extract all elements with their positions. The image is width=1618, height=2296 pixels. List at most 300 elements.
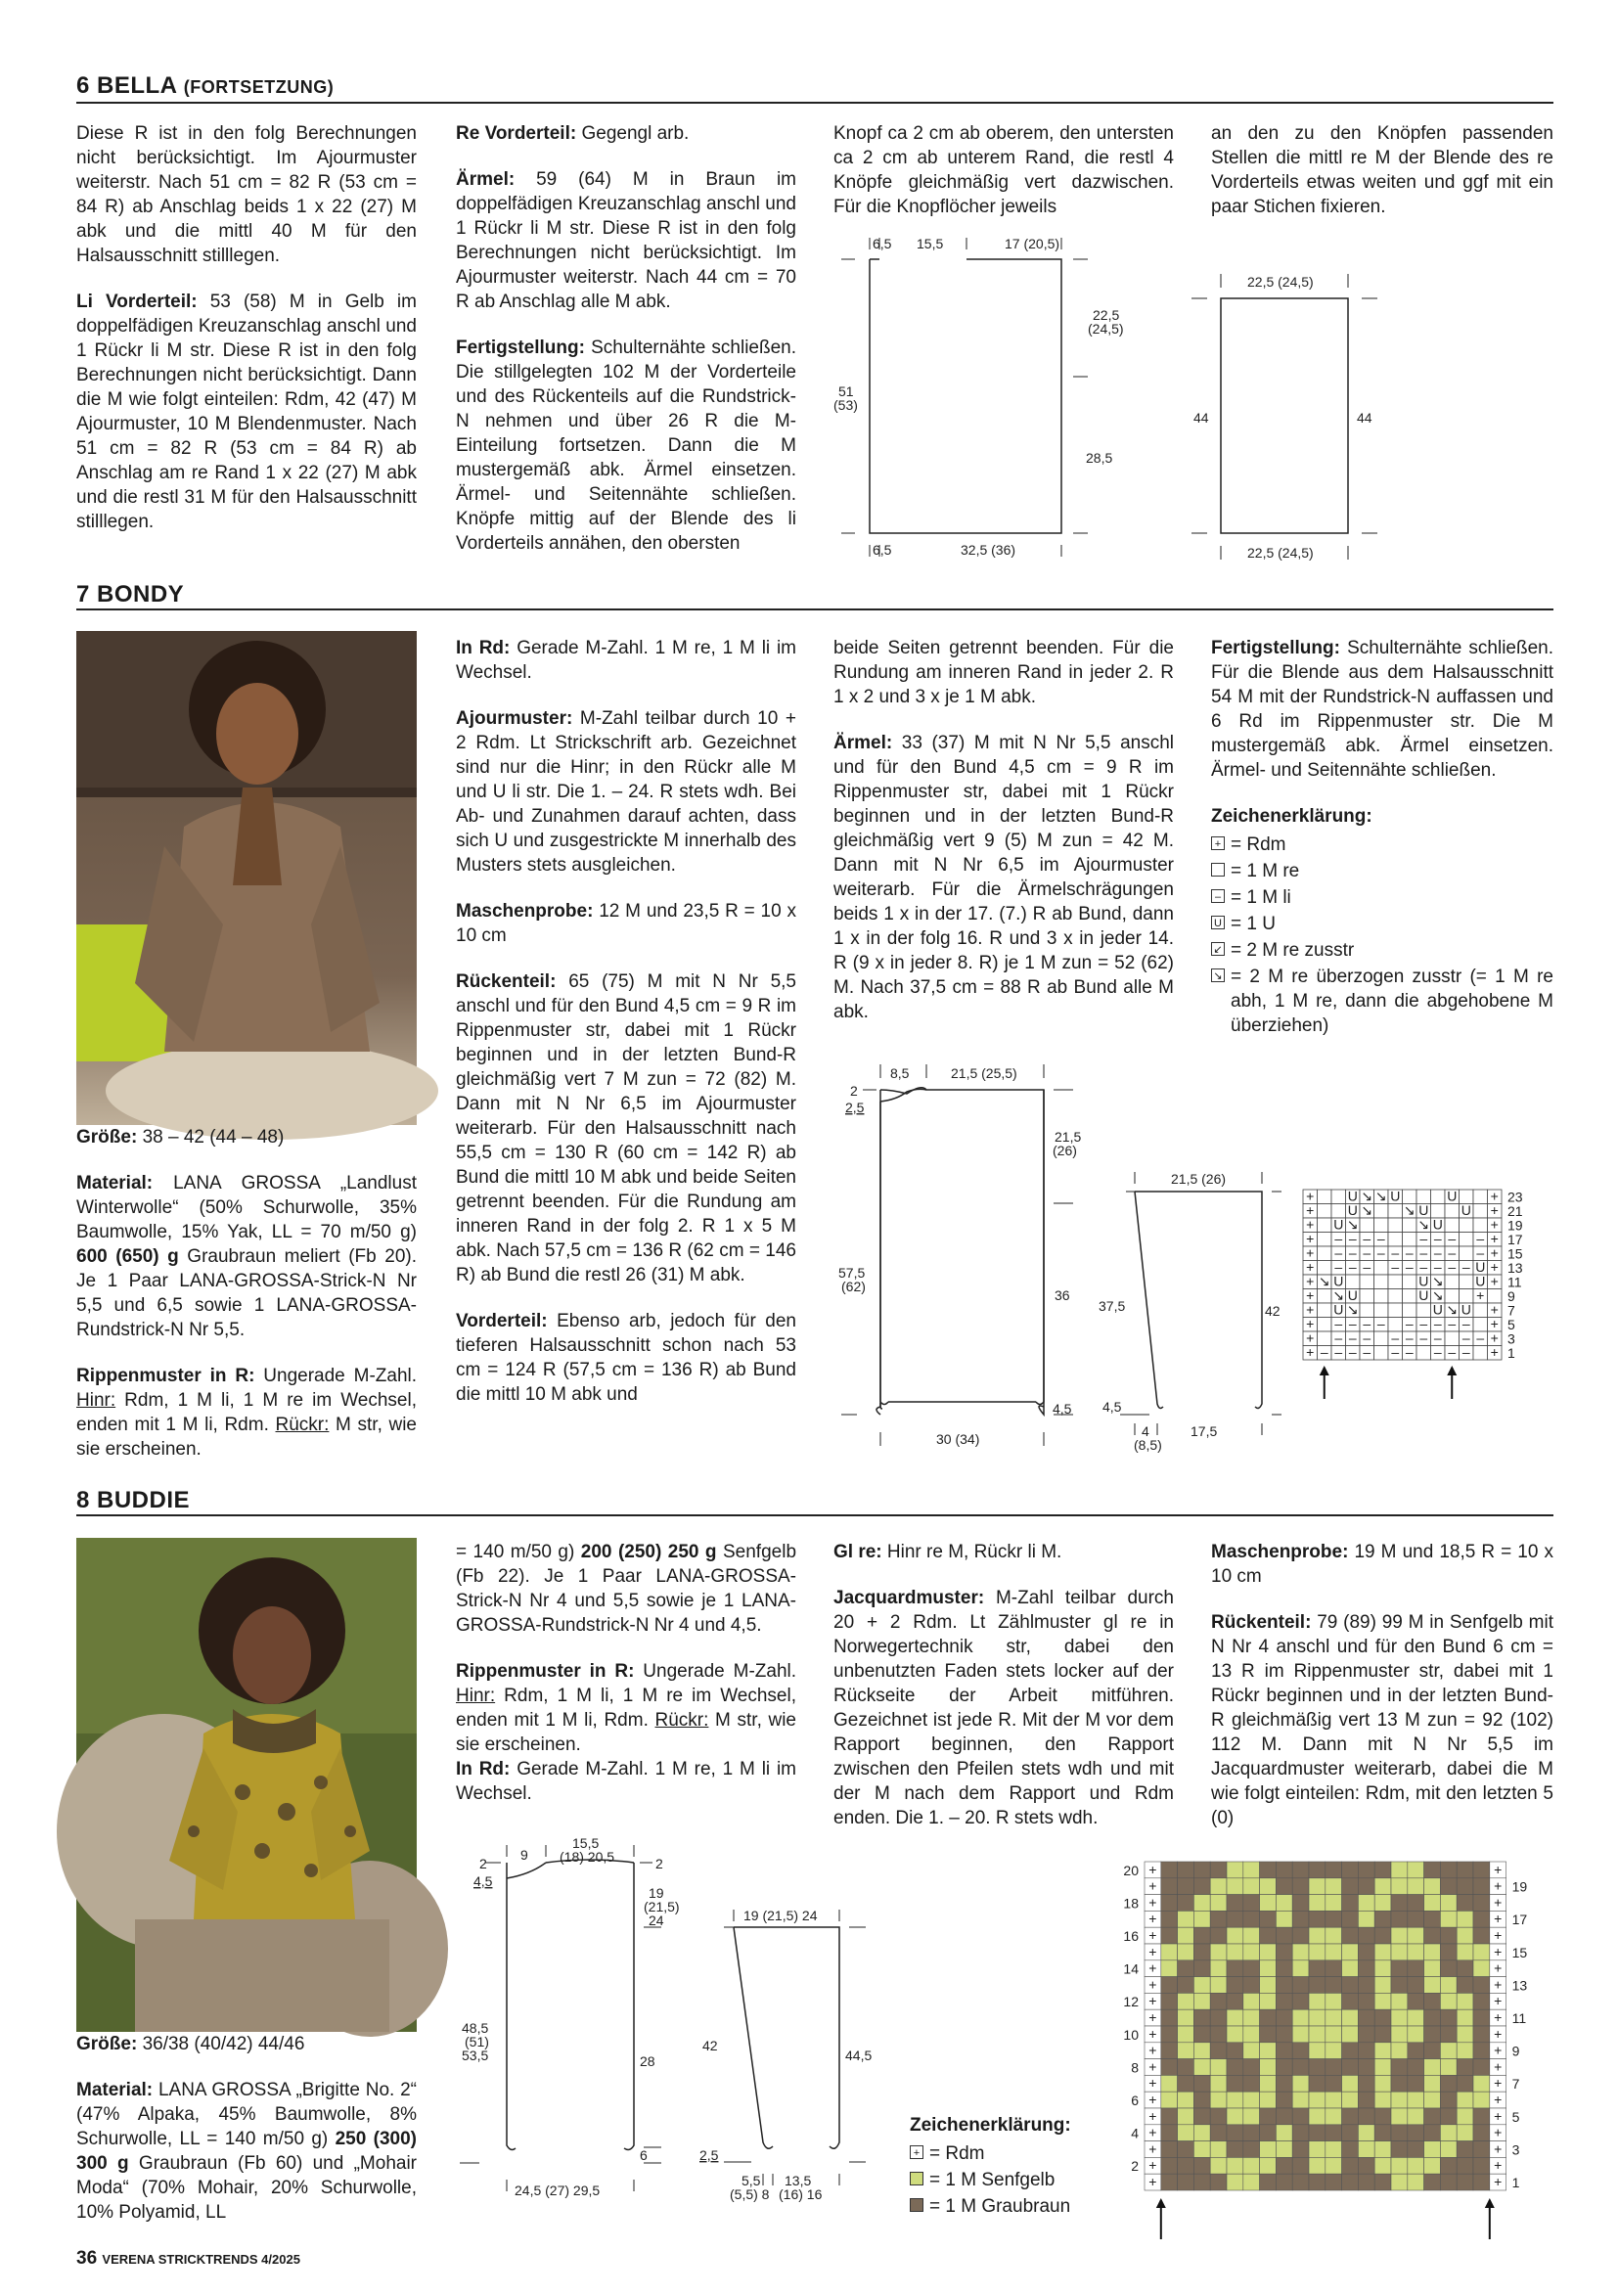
jacquard-cell xyxy=(1424,1993,1441,2009)
edge-stitch-symbol: + xyxy=(1494,1877,1503,1894)
dim-label: 30 (34) xyxy=(936,1431,980,1447)
chart-row-label: 11 xyxy=(1507,1274,1522,1290)
jacquard-cell xyxy=(1374,2009,1391,2026)
jacquard-cell xyxy=(1309,2075,1326,2092)
chart-symbol: + xyxy=(1490,1216,1499,1233)
chart-symbol: – xyxy=(1376,1231,1385,1246)
jacquard-cell xyxy=(1440,1927,1457,1944)
jacquard-cell xyxy=(1276,2174,1292,2190)
jacquard-cell xyxy=(1342,2174,1359,2190)
chart-cell xyxy=(1318,1318,1332,1332)
jacquard-cell xyxy=(1292,2125,1309,2141)
jacquard-cell xyxy=(1243,2059,1260,2076)
jacquard-cell xyxy=(1457,2059,1473,2076)
jacquard-cell xyxy=(1440,1977,1457,1994)
jacquard-cell xyxy=(1210,2108,1227,2125)
chart-symbol: U xyxy=(1347,1287,1358,1303)
jacquard-cell xyxy=(1440,1911,1457,1927)
bondy-title: 7 BONDY xyxy=(76,581,185,608)
jacquard-cell xyxy=(1193,2157,1210,2174)
jacquard-cell xyxy=(1457,1878,1473,1895)
jacquard-cell xyxy=(1243,2075,1260,2092)
jacquard-cell xyxy=(1210,2026,1227,2043)
jacquard-cell xyxy=(1309,1977,1326,1994)
chart-symbol: + xyxy=(1306,1244,1315,1261)
jacquard-cell xyxy=(1374,2075,1391,2092)
edge-stitch-symbol: + xyxy=(1148,1959,1157,1976)
jacquard-cell xyxy=(1391,1977,1408,1994)
jacquard-cell xyxy=(1326,2141,1342,2158)
jacquard-cell xyxy=(1424,1878,1441,1895)
legend-item xyxy=(1211,833,1553,857)
jacquard-cell xyxy=(1210,2075,1227,2092)
jacquard-cell xyxy=(1309,2059,1326,2076)
legend-text: = 1 M re xyxy=(1231,861,1300,881)
bondy-rule xyxy=(76,608,1553,610)
chart-symbol: – xyxy=(1461,1316,1470,1331)
jacquard-cell xyxy=(1326,2092,1342,2108)
chart-row-label: 14 xyxy=(1123,1960,1139,1977)
buddie-sleeve-diagram xyxy=(695,1890,890,2219)
jacquard-cell xyxy=(1326,1911,1342,1927)
bondy-col4: Fertigstellung: Schulternähte schließen. Für die Blende aus dem Halsausschnitt 54 M mit der Rundstrick-N auffassen und 6 Rd im Rippenmuster str. Die M mustergemäß abk. Ärmel einsetzen. Ärmel- und Seitennähte schließen. Zeichenerklärung: + = Rdm = 1 M re – = 1 M li U = 1 U ↙ = 2 M re zusstr ↘ = 2 M re überzogen zusstr (= 1 M re abh, 1 M re, dann die abgehobene M überziehen) xyxy=(1211,638,1554,1036)
dim-label: 32,5 (36) xyxy=(961,542,1016,558)
jacquard-cell xyxy=(1161,1895,1178,1912)
legend-item xyxy=(1211,912,1553,936)
chart-symbol: – xyxy=(1405,1244,1414,1261)
jacquard-cell xyxy=(1210,2141,1227,2158)
jacquard-cell xyxy=(1260,2026,1277,2043)
dim-label: 17,5 xyxy=(1191,1423,1218,1439)
jacquard-cell xyxy=(1440,2141,1457,2158)
jacquard-cell xyxy=(1243,1960,1260,1977)
jacquard-cell xyxy=(1358,1895,1374,1912)
jacquard-cell xyxy=(1424,1944,1441,1960)
jacquard-cell xyxy=(1342,2092,1359,2108)
dim-label: 53,5 xyxy=(462,2048,489,2063)
edge-stitch-symbol: + xyxy=(1494,1894,1503,1911)
jacquard-cell xyxy=(1276,2009,1292,2026)
jacquard-cell xyxy=(1227,1895,1243,1912)
buddie-legend: Zeichenerklärung: + = Rdm = 1 M Senfgelb = 1 M Graubraun xyxy=(910,2115,1071,2217)
jacquard-cell xyxy=(1292,2092,1309,2108)
jacquard-cell xyxy=(1440,2157,1457,2174)
jacquard-cell xyxy=(1161,2059,1178,2076)
jacquard-cell xyxy=(1292,1878,1309,1895)
chart-symbol: – xyxy=(1334,1344,1343,1360)
jacquard-cell xyxy=(1227,2075,1243,2092)
jacquard-cell xyxy=(1260,1993,1277,2009)
jacquard-cell xyxy=(1260,1944,1277,1960)
jacquard-cell xyxy=(1161,2009,1178,2026)
jacquard-cell xyxy=(1227,2125,1243,2141)
jacquard-cell xyxy=(1292,2075,1309,2092)
chart-cell xyxy=(1374,1331,1389,1346)
edge-stitch-symbol: + xyxy=(1494,1911,1503,1927)
jacquard-cell xyxy=(1260,1977,1277,1994)
jacquard-cell xyxy=(1243,2092,1260,2108)
chart-cell xyxy=(1445,1204,1460,1219)
chart-cell xyxy=(1318,1190,1332,1204)
jacquard-cell xyxy=(1342,1911,1359,1927)
chart-symbol: + xyxy=(1490,1316,1499,1331)
jacquard-cell xyxy=(1358,2059,1374,2076)
chart-symbol: – xyxy=(1448,1344,1457,1360)
buddie-rule xyxy=(76,1514,1553,1516)
bella-col1: Diese R ist in den folg Berechnungen nicht berücksichtigt. Im Ajourmuster weiterstr. Nach 51 cm = 82 R (53 cm = 84 R) ab Anschlag beids 1 x 22 (27) M abk und die mittl 40 M für den Halsausschnitt stilllegen. Li Vorderteil: 53 (58) M in Gelb im doppelfädigen Kreuzanschlag anschl und 1 Rückr li M str. Diese R ist in den folg Berechnungen nicht berücksichtigt. Dann die M wie folgt einteilen: Rdm, 42 (47) M Ajourmuster, 10 M Blendenmuster. Nach 51 cm = 82 R (53 cm = 84 R) ab Anschlag am re Rand 1 x 22 (27) M abk und die restl 31 M für den Halsausschnitt stilllegen. xyxy=(76,123,417,532)
jacquard-cell xyxy=(1227,2174,1243,2190)
dim-label: 44 xyxy=(1357,410,1372,426)
jacquard-cell xyxy=(1260,1878,1277,1895)
bella-sleeve-diagram xyxy=(1184,264,1399,572)
jacquard-cell xyxy=(1210,2125,1227,2141)
jacquard-cell xyxy=(1374,1960,1391,1977)
legend-text: = 1 M li xyxy=(1231,887,1291,908)
dim-label: 37,5 xyxy=(1099,1298,1126,1314)
jacquard-cell xyxy=(1457,2092,1473,2108)
jacquard-cell xyxy=(1408,2141,1424,2158)
jacquard-cell xyxy=(1440,1895,1457,1912)
jacquard-cell xyxy=(1358,2043,1374,2059)
chart-row-label: 1 xyxy=(1507,1345,1515,1361)
chart-symbol: + xyxy=(1306,1287,1315,1303)
jacquard-cell xyxy=(1326,1895,1342,1912)
jacquard-cell xyxy=(1309,1944,1326,1960)
jacquard-cell xyxy=(1292,2157,1309,2174)
jacquard-cell xyxy=(1276,1878,1292,1895)
chart-symbol: + xyxy=(1306,1273,1315,1289)
dim-label: 28,5 xyxy=(1086,450,1113,466)
chart-symbol: – xyxy=(1363,1231,1371,1246)
chart-cell xyxy=(1318,1303,1332,1318)
jacquard-cell xyxy=(1309,2141,1326,2158)
chart-row-label: 1 xyxy=(1511,2175,1520,2190)
edge-stitch-symbol: + xyxy=(1494,1993,1503,2009)
stitch-symbol-icon: ↙ xyxy=(1211,942,1225,956)
jacquard-cell xyxy=(1161,1944,1178,1960)
jacquard-cell xyxy=(1193,1977,1210,1994)
jacquard-cell xyxy=(1326,1862,1342,1878)
legend-item xyxy=(1211,965,1553,1038)
dim-label: 5,5 xyxy=(742,2173,761,2188)
jacquard-cell xyxy=(1178,2125,1194,2141)
jacquard-cell xyxy=(1326,1927,1342,1944)
jacquard-cell xyxy=(1243,2157,1260,2174)
jacquard-cell xyxy=(1161,2125,1178,2141)
chart-cell xyxy=(1331,1190,1346,1204)
jacquard-cell xyxy=(1457,1862,1473,1878)
chart-symbol: – xyxy=(1348,1316,1357,1331)
chart-symbol: U xyxy=(1418,1287,1429,1303)
jacquard-cell xyxy=(1326,1944,1342,1960)
jacquard-cell xyxy=(1292,1944,1309,1960)
jacquard-cell xyxy=(1309,2092,1326,2108)
jacquard-cell xyxy=(1227,2092,1243,2108)
chart-row-label: 21 xyxy=(1507,1203,1523,1219)
jacquard-cell xyxy=(1457,1977,1473,1994)
jacquard-cell xyxy=(1424,1977,1441,1994)
chart-symbol: – xyxy=(1363,1244,1371,1261)
jacquard-cell xyxy=(1374,2157,1391,2174)
chart-row-label: 18 xyxy=(1123,1895,1139,1912)
chart-cell xyxy=(1473,1204,1488,1219)
chart-symbol: U xyxy=(1461,1301,1471,1318)
jacquard-cell xyxy=(1342,2125,1359,2141)
mustard-swatch-icon xyxy=(910,2172,923,2185)
jacquard-cell xyxy=(1243,1977,1260,1994)
chart-cell xyxy=(1318,1204,1332,1219)
jacquard-cell xyxy=(1391,2157,1408,2174)
jacquard-cell xyxy=(1358,2125,1374,2141)
chart-row-label: 16 xyxy=(1123,1928,1139,1944)
jacquard-cell xyxy=(1292,1927,1309,1944)
jacquard-cell xyxy=(1309,1895,1326,1912)
jacquard-cell xyxy=(1374,1993,1391,2009)
jacquard-cell xyxy=(1424,2059,1441,2076)
bella-title: 6 BELLA (FORTSETZUNG) xyxy=(76,72,335,99)
jacquard-cell xyxy=(1457,2157,1473,2174)
dim-label: 19 xyxy=(649,1885,664,1901)
jacquard-cell xyxy=(1309,2043,1326,2059)
dim-label: 24,5 (27) 29,5 xyxy=(515,2183,601,2198)
jacquard-cell xyxy=(1374,2059,1391,2076)
chart-row-label: 19 xyxy=(1507,1217,1523,1234)
jacquard-cell xyxy=(1161,2174,1178,2190)
buddie-back-diagram xyxy=(452,1827,706,2219)
edge-stitch-icon: + xyxy=(910,2145,923,2159)
edge-stitch-symbol: + xyxy=(1148,1877,1157,1894)
jacquard-cell xyxy=(1326,2026,1342,2043)
dim-label: 8,5 xyxy=(890,1065,910,1081)
repeat-arrow-head xyxy=(1447,1366,1457,1375)
jacquard-cell xyxy=(1440,2026,1457,2043)
jacquard-cell xyxy=(1260,2043,1277,2059)
chart-symbol: + xyxy=(1490,1202,1499,1218)
dim-label: 57,5 xyxy=(838,1265,866,1281)
jacquard-cell xyxy=(1391,2059,1408,2076)
chart-symbol: – xyxy=(1363,1259,1371,1275)
jacquard-cell xyxy=(1457,2108,1473,2125)
dim-label: 19 (21,5) 24 xyxy=(743,1908,818,1923)
jacquard-cell xyxy=(1227,1960,1243,1977)
jacquard-cell xyxy=(1260,1911,1277,1927)
dim-label: 22,5 (24,5) xyxy=(1247,274,1314,290)
jacquard-cell xyxy=(1193,1927,1210,1944)
dim-label: (21,5) xyxy=(644,1899,680,1914)
jacquard-cell xyxy=(1408,2009,1424,2026)
dim-label: 2 xyxy=(850,1083,858,1099)
chart-symbol: – xyxy=(1433,1329,1442,1346)
jacquard-cell xyxy=(1309,1960,1326,1977)
chart-row-label: 7 xyxy=(1511,2076,1520,2093)
jacquard-cell xyxy=(1374,1927,1391,1944)
jacquard-cell xyxy=(1473,2125,1490,2141)
jacquard-cell xyxy=(1424,1927,1441,1944)
chart-symbol: ↘ xyxy=(1431,1287,1444,1303)
jacquard-cell xyxy=(1227,2108,1243,2125)
chart-symbol: – xyxy=(1419,1329,1428,1346)
jacquard-cell xyxy=(1342,1878,1359,1895)
jacquard-cell xyxy=(1276,2108,1292,2125)
dim-label: 21,5 xyxy=(1055,1129,1082,1145)
chart-symbol: – xyxy=(1334,1244,1343,1261)
jacquard-cell xyxy=(1309,1878,1326,1895)
edge-stitch-symbol: + xyxy=(1494,2174,1503,2189)
jacquard-cell xyxy=(1210,2174,1227,2190)
jacquard-cell xyxy=(1292,1960,1309,1977)
jacquard-cell xyxy=(1374,2026,1391,2043)
jacquard-cell xyxy=(1374,2125,1391,2141)
edge-stitch-symbol: + xyxy=(1494,2092,1503,2107)
jacquard-cell xyxy=(1374,1944,1391,1960)
chart-cell xyxy=(1473,1346,1488,1361)
jacquard-cell xyxy=(1193,2075,1210,2092)
jacquard-cell xyxy=(1391,2009,1408,2026)
jacquard-cell xyxy=(1292,2009,1309,2026)
jacquard-cell xyxy=(1210,2043,1227,2059)
dim-label: 21,5 (26) xyxy=(1171,1171,1227,1187)
jacquard-cell xyxy=(1391,2075,1408,2092)
chart-symbol: – xyxy=(1448,1316,1457,1331)
chart-symbol: – xyxy=(1461,1344,1470,1360)
jacquard-cell xyxy=(1473,1862,1490,1878)
jacquard-cell xyxy=(1178,1944,1194,1960)
stitch-symbol-icon: U xyxy=(1211,916,1225,929)
jacquard-cell xyxy=(1424,2092,1441,2108)
jacquard-cell xyxy=(1260,2059,1277,2076)
chart-symbol: ↘ xyxy=(1332,1287,1345,1303)
dim-label: 4,5 xyxy=(1053,1401,1072,1417)
jacquard-cell xyxy=(1292,1862,1309,1878)
edge-stitch-symbol: + xyxy=(1148,2157,1157,2174)
jacquard-cell xyxy=(1193,1862,1210,1878)
jacquard-cell xyxy=(1193,2125,1210,2141)
chart-symbol: U xyxy=(1333,1301,1344,1318)
dim-label: 9 xyxy=(520,1847,528,1863)
jacquard-cell xyxy=(1457,1944,1473,1960)
dim-label: 17 (20,5) xyxy=(1005,236,1060,251)
jacquard-cell xyxy=(1243,1878,1260,1895)
chart-cell xyxy=(1460,1275,1474,1289)
chart-cell xyxy=(1374,1275,1389,1289)
edge-stitch-symbol: + xyxy=(1148,2009,1157,2025)
jacquard-cell xyxy=(1440,2075,1457,2092)
jacquard-cell xyxy=(1178,1911,1194,1927)
jacquard-cell xyxy=(1227,2009,1243,2026)
jacquard-cell xyxy=(1161,1977,1178,1994)
jacquard-cell xyxy=(1161,1927,1178,1944)
chart-symbol: – xyxy=(1419,1316,1428,1331)
edge-stitch-symbol: + xyxy=(1148,2025,1157,2042)
chart-cell xyxy=(1318,1289,1332,1304)
jacquard-cell xyxy=(1473,2075,1490,2092)
edge-stitch-symbol: + xyxy=(1148,1927,1157,1943)
legend-text: = 2 M re überzogen zusstr (= 1 M re abh, 1 M re, dann die abgehobene M überziehen) xyxy=(1231,967,1553,1036)
jacquard-cell xyxy=(1391,2092,1408,2108)
jacquard-cell xyxy=(1309,2026,1326,2043)
jacquard-cell xyxy=(1424,1911,1441,1927)
chart-symbol: U xyxy=(1432,1216,1443,1233)
jacquard-cell xyxy=(1326,1960,1342,1977)
jacquard-cell xyxy=(1473,1911,1490,1927)
jacquard-cell xyxy=(1260,2075,1277,2092)
chart-symbol: – xyxy=(1405,1329,1414,1346)
jacquard-cell xyxy=(1424,1895,1441,1912)
chart-row-label: 9 xyxy=(1511,2043,1520,2059)
chart-symbol: – xyxy=(1334,1329,1343,1346)
jacquard-cell xyxy=(1276,1927,1292,1944)
bella-col4: an den zu den Knöpfen passenden Stellen die mittl re M der Blende des re Vorderteils etwas weiten und ggf mit ein paar Stichen fixieren. xyxy=(1211,123,1553,217)
jacquard-cell xyxy=(1276,1944,1292,1960)
jacquard-cell xyxy=(1342,2157,1359,2174)
jacquard-cell xyxy=(1243,2108,1260,2125)
bella-rule xyxy=(76,102,1553,104)
jacquard-cell xyxy=(1358,2075,1374,2092)
dim-label: 2,5 xyxy=(699,2147,719,2163)
jacquard-cell xyxy=(1374,2141,1391,2158)
chart-symbol: U xyxy=(1447,1188,1458,1204)
edge-stitch-symbol: + xyxy=(1148,1976,1157,1993)
chart-row-label: 2 xyxy=(1131,2158,1139,2175)
chart-symbol: + xyxy=(1306,1231,1315,1246)
chart-symbol: U xyxy=(1418,1202,1429,1218)
jacquard-cell xyxy=(1243,1944,1260,1960)
chart-symbol: ↘ xyxy=(1403,1202,1416,1218)
chart-symbol: + xyxy=(1306,1216,1315,1233)
jacquard-cell xyxy=(1227,2157,1243,2174)
jacquard-cell xyxy=(1178,1993,1194,2009)
jacquard-cell xyxy=(1457,2141,1473,2158)
chart-symbol: – xyxy=(1391,1259,1400,1275)
dim-label: 15,5 xyxy=(917,236,944,251)
dim-label: 28 xyxy=(640,2053,655,2069)
chart-symbol: – xyxy=(1334,1316,1343,1331)
jacquard-cell xyxy=(1358,1927,1374,1944)
jacquard-cell xyxy=(1227,1911,1243,1927)
jacquard-cell xyxy=(1326,2009,1342,2026)
jacquard-cell xyxy=(1424,2125,1441,2141)
chart-cell xyxy=(1374,1204,1389,1219)
jacquard-cell xyxy=(1292,2043,1309,2059)
chart-symbol: – xyxy=(1376,1244,1385,1261)
chart-row-label: 8 xyxy=(1131,2059,1139,2076)
chart-cell xyxy=(1360,1275,1374,1289)
chart-symbol: + xyxy=(1490,1188,1499,1204)
jacquard-cell xyxy=(1161,1878,1178,1895)
jacquard-cell xyxy=(1342,2026,1359,2043)
chart-symbol: – xyxy=(1448,1244,1457,1261)
chart-cell xyxy=(1460,1218,1474,1233)
chart-symbol: + xyxy=(1490,1231,1499,1246)
jacquard-cell xyxy=(1408,2043,1424,2059)
jacquard-cell xyxy=(1424,2157,1441,2174)
jacquard-cell xyxy=(1358,2174,1374,2190)
edge-stitch-symbol: + xyxy=(1494,2124,1503,2140)
jacquard-cell xyxy=(1342,2009,1359,2026)
dim-label: 44 xyxy=(1193,410,1209,426)
jacquard-cell xyxy=(1292,1993,1309,2009)
jacquard-cell xyxy=(1276,1993,1292,2009)
dim-label: 51 xyxy=(838,383,854,399)
jacquard-cell xyxy=(1178,2075,1194,2092)
chart-cell xyxy=(1374,1261,1389,1276)
chart-symbol: – xyxy=(1419,1231,1428,1246)
jacquard-cell xyxy=(1424,2174,1441,2190)
bondy-stitch-chart xyxy=(1301,1188,1555,1471)
jacquard-cell xyxy=(1326,1977,1342,1994)
jacquard-cell xyxy=(1292,2108,1309,2125)
jacquard-cell xyxy=(1243,2043,1260,2059)
